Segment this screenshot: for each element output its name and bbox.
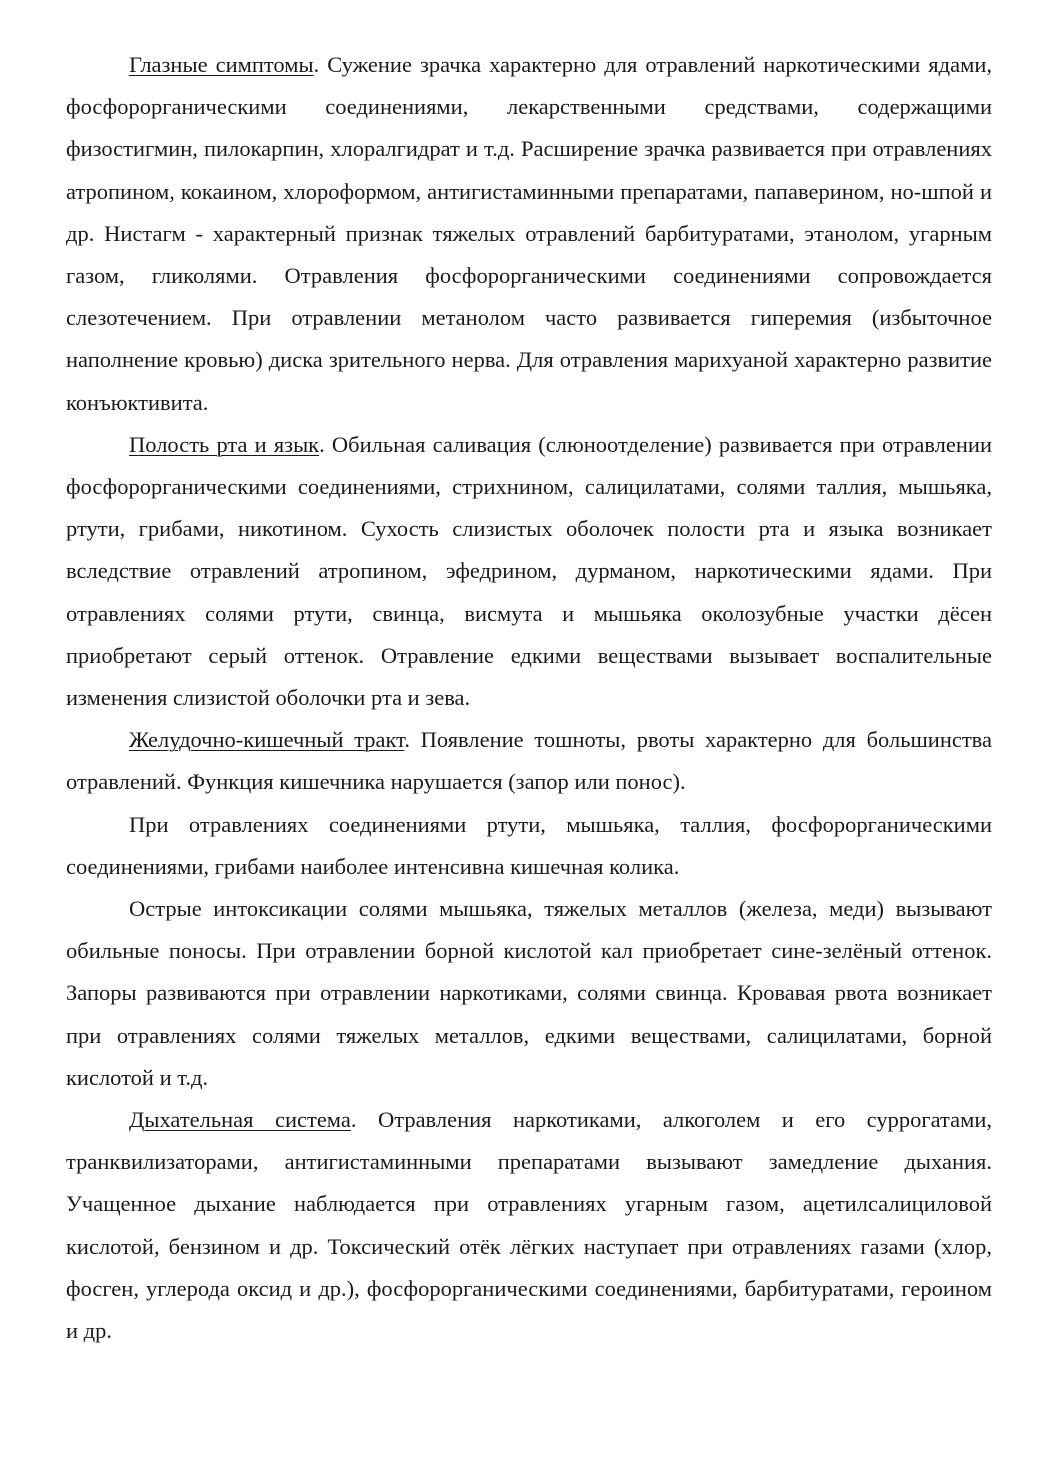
section-heading: Дыхательная система <box>129 1107 351 1133</box>
paragraph-text: При отравлениях соединениями ртути, мышьяка, таллия, фосфорорганическими соединениями, грибами наиболее интенсивна кишечная колика. <box>66 811 992 879</box>
paragraph-oral-cavity <box>66 424 992 719</box>
paragraph-text: . Сужение зрачка характерно для отравлений наркотическими ядами, фосфорорганическими соединениями, лекарственными средствами, содержащими физостигмин, пилокарпин, хлоралгидрат и т.д. Расширение зрачка развивается при отравлениях атропином, кокаином, хлороформом, антигистаминными препаратами, папаверином, но-шпой и др. Нистагм - характерный признак тяжелых отравлений барбитуратами, этанолом, угарным газом, гликолями. Отравления фосфорорганическими соединениями сопровождается слезотечением. При отравлении метанолом часто развивается гиперемия (избыточное наполнение кровью) диска зрительного нерва. Для отравления марихуаной характерно развитие конъюктивита. <box>66 52 992 415</box>
paragraph-gi-tract <box>66 719 992 803</box>
paragraph-eye-symptoms <box>66 44 992 424</box>
paragraph-text: . Отравления наркотиками, алкоголем и его суррогатами, транквилизаторами, антигистаминными препаратами вызывают замедление дыхания. Учащенное дыхание наблюдается при отравлениях угарным газом, ацетилсалициловой кислотой, бензином и др. Токсический отёк лёгких наступает при отравлениях газами (хлор, фосген, углерода оксид и др.), фосфорорганическими соединениями, барбитуратами, героином и др. <box>66 1107 992 1344</box>
section-heading: Желудочно-кишечный тракт <box>129 727 405 753</box>
paragraph-text: . Появление тошноты, рвоты характерно для большинства отравлений. Функция кишечника нарушается (запор или понос). <box>66 727 992 795</box>
section-heading: Полость рта и язык <box>129 431 320 457</box>
section-heading: Глазные симптомы <box>129 52 314 77</box>
paragraph-acute-intoxication <box>66 888 992 1099</box>
paragraph-respiratory-system <box>66 1099 992 1352</box>
paragraph-text: . Обильная саливация (слюноотделение) развивается при отравлении фосфорорганическими соединениями, стрихнином, салицилатами, солями таллия, мышьяка, ртути, грибами, никотином. Сухость слизистых оболочек полости рта и языка возникает вследствие отравлений атропином, эфедрином, дурманом, наркотическими ядами. При отравлениях солями ртути, свинца, висмута и мышьяка околозубные участки дёсен приобретают серый оттенок. Отравление едкими веществами вызывает воспалительные изменения слизистой оболочки рта и зева. <box>66 431 992 711</box>
paragraph-text: Острые интоксикации солями мышьяка, тяжелых металлов (железа, меди) вызывают обильные поносы. При отравлении борной кислотой кал приобретает сине-зелёный оттенок. Запоры развиваются при отравлении наркотиками, солями свинца. Кровавая рвота возникает при отравлениях солями тяжелых металлов, едкими веществами, салицилатами, борной кислотой и т.д. <box>66 896 992 1090</box>
paragraph-intestinal-colic <box>66 804 992 888</box>
document-page <box>66 44 992 1352</box>
